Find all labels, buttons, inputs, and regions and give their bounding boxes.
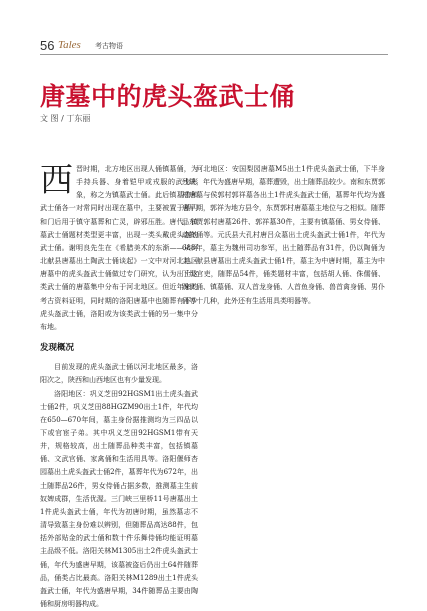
header-rule [40,54,388,55]
section-subhead: 发现概况 [40,342,198,355]
right-column [182,163,385,308]
paragraph-luoyang: 洛阳地区：巩义芝田92HGSM1出土虎头盔武士俑2件，巩义芝田88HGZM90出土1件，年代均在650—670年间，墓主身份据推测均为三四品以下或官宦子弟。其中巩义芝田92HGSM1带有天井，规格较高，出土随葬品种类丰富，包括镇墓俑、文武官俑、家禽俑和生活用具等。洛阳偃师杏园墓出土虎头盔武士俑2件，墓葬年代为672年，出土随葬品26件，男女侍俑占据多数，推测墓主生前奴婢成群，生活优渥。三门峡三里桥11号唐墓出土1件虎头盔武士俑，年代为初唐时期，虽然墓志不清导致墓主身份难以辨别，但随葬品高达88件，包括外部贴金的武士俑和数十件乐舞侍俑均能证明墓主品级不低。洛阳关林M1305出土2件虎头盔武士俑，年代为盛唐早期，该墓被盗后仍出土64件随葬品，俑类占比最高。洛阳关林M1289出土1件虎头盔武士俑，年代为盛唐早期，34件随葬品主要由陶俑和厨房明器构成。 [40,388,198,611]
running-header [40,38,388,52]
paragraph-hebei: 河北地区：安国梨园唐墓M5出土1件虎头盔武士俑，下半身残缺，年代为盛唐早期，墓葬遭毁，出土随葬品较少。南和东贾郭村唐墓与侯郭村郭祥墓各出土1件虎头盔武士俑，墓葬年代均为盛唐早期，郭祥为地方县令，东贾郭村唐墓墓主地位与之相似。随葬品东贾郭村唐墓26件、郭祥墓30件，主要有镇墓俑、男女侍俑、动物俑等。元氏县大孔村唐吕众墓出土虎头盔武士俑1件，年代为688年，墓主为魏州司功参军，出土随葬品有31件，仍以陶俑为主。献县唐墓出土虎头盔武士俑1件，墓主为中唐时期，墓主为中下级官吏，随葬品54件，俑类题材丰富，包括胡人俑、侏儒俑、跪伏俑、镇墓俑、双人首龙身俑、人首鱼身俑、兽首禽身俑、男仆俑等十几种，此外还有生活用具类明器等。 [182,163,385,308]
page-number: 56 [40,38,54,53]
magazine-name: Tales [58,39,81,51]
paragraph-overview: 目前发现的虎头盔武士俑以河北地区最多，洛阳次之，陕西和山西地区也有少量发现。 [40,361,198,387]
paragraph-intro [40,163,198,334]
section-label: 考古物语 [95,41,123,51]
intro-text: 晋时期，北方地区出现人俑镇墓俑，为手持兵器、身着铠甲或戎服的武士形象，称之为镇墓武士俑。此后镇墓兽和武士俑各一对常同时出现在墓中，主要被置于墓门和门后用于镇守墓葬和亡灵，辟邪压胜。唐代，镇墓武士俑题材类型更丰富，出现一类头戴虎头盔的武士俑。谢明良先生在《希腊美术的东渐——从河北献县唐墓出土陶武士俑谈起》一文中对河北地区唐墓中的虎头盔武士俑做过专门研究，认为出土这类武士俑的唐墓集中分布于河北地区。但近年来的考古资料证明，同时期的洛阳唐墓中也随葬有不少虎头盔武士俑，洛阳或为该类武士俑的另一集中分布地。 [40,165,198,331]
byline: 文 图 / 丁东丽 [40,113,90,124]
article-title: 唐墓中的虎头盔武士俑 [40,77,295,113]
left-column [40,163,198,611]
drop-cap: 西 [40,163,73,197]
